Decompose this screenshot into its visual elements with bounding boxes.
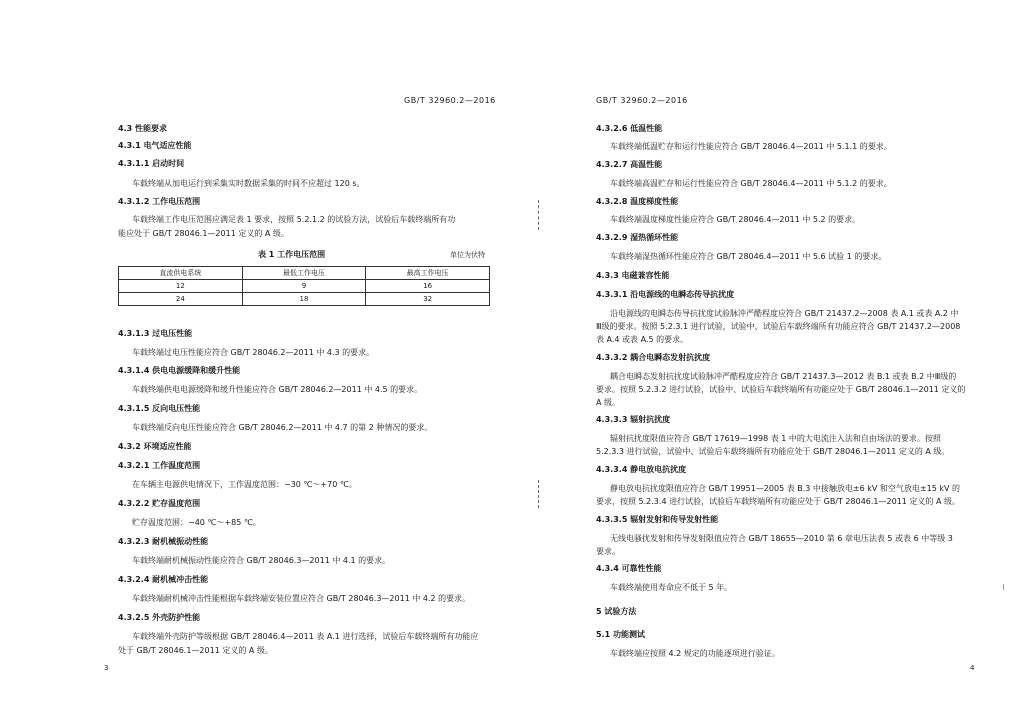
heading-4-3-2-5: 4.3.2.5 外壳防护性能 [118, 613, 201, 622]
para-4-3-3-5-line1: 无线电骚扰发射和传导发射限值应符合 GB/T 18655—2010 第 6 章电压法表 5 或表 6 中等级 3 [610, 534, 953, 543]
table-header-cell: 直流供电系统 [119, 267, 243, 280]
heading-4-3-1: 4.3.1 电气适应性能 [118, 141, 192, 150]
table-cell: 12 [119, 280, 243, 293]
standard-header: GB/T 32960.2—2016 [404, 96, 496, 105]
table-header-row [119, 267, 490, 280]
standard-header: GB/T 32960.2—2016 [596, 96, 688, 105]
para-4-3-3-2-line2: 要求。按照 5.2.3.2 进行试验，试验中、试验后车载终端所有功能应处于 GB/T 28046.1—2011 定义的 [596, 385, 966, 394]
table-cell: 32 [366, 293, 490, 306]
para-4-3-2-4: 车载终端耐机械冲击性能根据车载终端安装位置应符合 GB/T 28046.3—2011 中 4.2 的要求。 [132, 594, 471, 603]
para-4-3-2-5-line2: 处于 GB/T 28046.1—2011 定义的 A 级。 [118, 646, 273, 655]
table-cell: 18 [242, 293, 366, 306]
para-4-3-1-2-line1: 车载终端工作电压范围应满足表 1 要求，按照 5.2.1.2 的试验方法，试验后车载终端所有功 [132, 215, 456, 224]
para-4-3-1-1: 车载终端从加电运行到采集实时数据采集的时间不应超过 120 s。 [132, 179, 365, 188]
heading-4-3-1-3: 4.3.1.3 过电压性能 [118, 329, 193, 338]
table-cell: 9 [242, 280, 366, 293]
page-number: 3 [104, 664, 109, 672]
heading-4-3-3: 4.3.3 电磁兼容性能 [596, 271, 670, 280]
table-row [119, 280, 490, 293]
heading-4-3-4: 4.3.4 可靠性性能 [596, 564, 662, 573]
para-4-3-2-8: 车载终端温度梯度性能应符合 GB/T 28046.4—2011 中 5.2 的要求。 [610, 215, 861, 224]
table-cell: 16 [366, 280, 490, 293]
page-number: 4 [970, 664, 975, 672]
para-4-3-3-3-line2: 5.2.3.3 进行试验，试验中、试验后车载终端所有功能应处于 GB/T 28046.1—2011 定义的 A 级。 [596, 447, 950, 456]
para-4-3-2-7: 车载终端高温贮存和运行性能应符合 GB/T 28046.4—2011 中 5.1.2 的要求。 [610, 179, 892, 188]
para-4-3-2-1: 在车辆主电源供电情况下，工作温度范围：−30 ℃～+70 ℃。 [132, 480, 357, 489]
para-4-3-3-1-line3: 表 A.4 或表 A.5 的要求。 [596, 335, 689, 344]
heading-4-3-3-3: 4.3.3.3 辐射抗扰度 [596, 415, 671, 424]
table-header-cell: 最高工作电压 [366, 267, 490, 280]
heading-4-3-1-4: 4.3.1.4 供电电源缓降和缓升性能 [118, 366, 241, 375]
heading-4-3-1-2: 4.3.1.2 工作电压范围 [118, 197, 201, 206]
table-caption: 表 1 工作电压范围 [258, 250, 326, 259]
heading-4-3-2-4: 4.3.2.4 耐机械冲击性能 [118, 575, 209, 584]
para-4-3-3-5-line2: 要求。 [596, 547, 620, 556]
para-4-3-2-2: 贮存温度范围：−40 ℃～+85 ℃。 [132, 518, 261, 527]
para-4-3-2-3: 车载终端耐机械振动性能应符合 GB/T 28046.3—2011 中 4.1 的要求。 [132, 556, 391, 565]
para-4-3-2-9: 车载终端湿热循环性能应符合 GB/T 28046.4—2011 中 5.6 试验 1 的要求。 [610, 252, 887, 261]
para-4-3-3-1-line2: Ⅲ级的要求。按照 5.2.3.1 进行试验，试验中、试验后车载终端所有功能应符合 GB/T 21437.2—2008 [596, 322, 961, 331]
para-4-3-4: 车载终端使用寿命应不低于 5 年。 [610, 583, 733, 592]
heading-4-3-1-1: 4.3.1.1 启动时间 [118, 159, 185, 168]
heading-4-3-2-1: 4.3.2.1 工作温度范围 [118, 461, 201, 470]
voltage-table [118, 266, 490, 306]
heading-4-3-2: 4.3.2 环境适应性能 [118, 442, 192, 451]
heading-5: 5 试验方法 [596, 607, 637, 616]
heading-4-3-3-4: 4.3.3.4 静电放电抗扰度 [596, 465, 687, 474]
heading-4-3-3-1: 4.3.3.1 沿电源线的电瞬态传导抗扰度 [596, 290, 735, 299]
heading-4-3-2-6: 4.3.2.6 低温性能 [596, 124, 663, 133]
table-row [119, 293, 490, 306]
para-4-3-3-1-line1: 沿电源线的电瞬态传导抗扰度试验脉冲严酷程度应符合 GB/T 21437.2—2008 表 A.1 或表 A.2 中 [610, 309, 959, 318]
right-page [540, 0, 1024, 724]
heading-4-3-1-5: 4.3.1.5 反向电压性能 [118, 404, 201, 413]
para-4-3-3-4-line1: 静电放电抗扰度限值应符合 GB/T 19951—2005 表 B.3 中接触放电±6 kV 和空气放电±15 kV 的 [610, 484, 960, 493]
heading-4-3-2-2: 4.3.2.2 贮存温度范围 [118, 499, 201, 508]
heading-4-3-3-2: 4.3.3.2 耦合电瞬态发射抗扰度 [596, 353, 711, 362]
para-4-3-2-5-line1: 车载终端外壳防护等级根据 GB/T 28046.4—2011 表 A.1 进行选择，试验后车载终端所有功能应 [132, 632, 479, 641]
para-4-3-1-2-line2: 能应处于 GB/T 28046.1—2011 定义的 A 级。 [118, 229, 289, 238]
para-4-3-1-5: 车载终端反向电压性能应符合 GB/T 28046.2—2011 中 4.7 的第 2 种情况的要求。 [132, 423, 433, 432]
heading-4-3-2-3: 4.3.2.3 耐机械振动性能 [118, 537, 209, 546]
para-4-3-1-4: 车载终端供电电源缓降和缓升性能应符合 GB/T 28046.2—2011 中 4.5 的要求。 [132, 385, 423, 394]
table-header-cell: 最低工作电压 [242, 267, 366, 280]
heading-5-1: 5.1 功能测试 [596, 630, 645, 639]
heading-4-3: 4.3 性能要求 [118, 124, 167, 133]
para-4-3-3-2-line1: 耦合电瞬态发射抗扰度试验脉冲严酷程度应符合 GB/T 21437.3—2012 表 B.1 或表 B.2 中Ⅲ级的 [610, 372, 957, 381]
table-cell: 24 [119, 293, 243, 306]
scan-mark [1003, 584, 1004, 590]
para-4-3-3-4-line2: 要求，按照 5.2.3.4 进行试验，试验后车载终端所有功能应处于 GB/T 28046.1—2011 定义的 A 级。 [596, 497, 960, 506]
table-unit: 单位为伏特 [450, 251, 485, 259]
para-4-3-3-2-line3: A 级。 [596, 398, 621, 407]
heading-4-3-2-7: 4.3.2.7 高温性能 [596, 160, 663, 169]
heading-4-3-2-8: 4.3.2.8 温度梯度性能 [596, 197, 679, 206]
heading-4-3-3-5: 4.3.3.5 辐射发射和传导发射性能 [596, 515, 719, 524]
para-4-3-2-6: 车载终端低温贮存和运行性能应符合 GB/T 28046.4—2011 中 5.1.1 的要求。 [610, 142, 892, 151]
heading-4-3-2-9: 4.3.2.9 湿热循环性能 [596, 233, 679, 242]
para-5-1: 车载终端应按照 4.2 规定的功能逐项进行验证。 [610, 649, 780, 658]
para-4-3-3-3-line1: 辐射抗扰度限值应符合 GB/T 17619—1998 表 1 中的大电流注入法和自由场法的要求。按照 [610, 434, 941, 443]
para-4-3-1-3: 车载终端过电压性能应符合 GB/T 28046.2—2011 中 4.3 的要求。 [132, 348, 375, 357]
